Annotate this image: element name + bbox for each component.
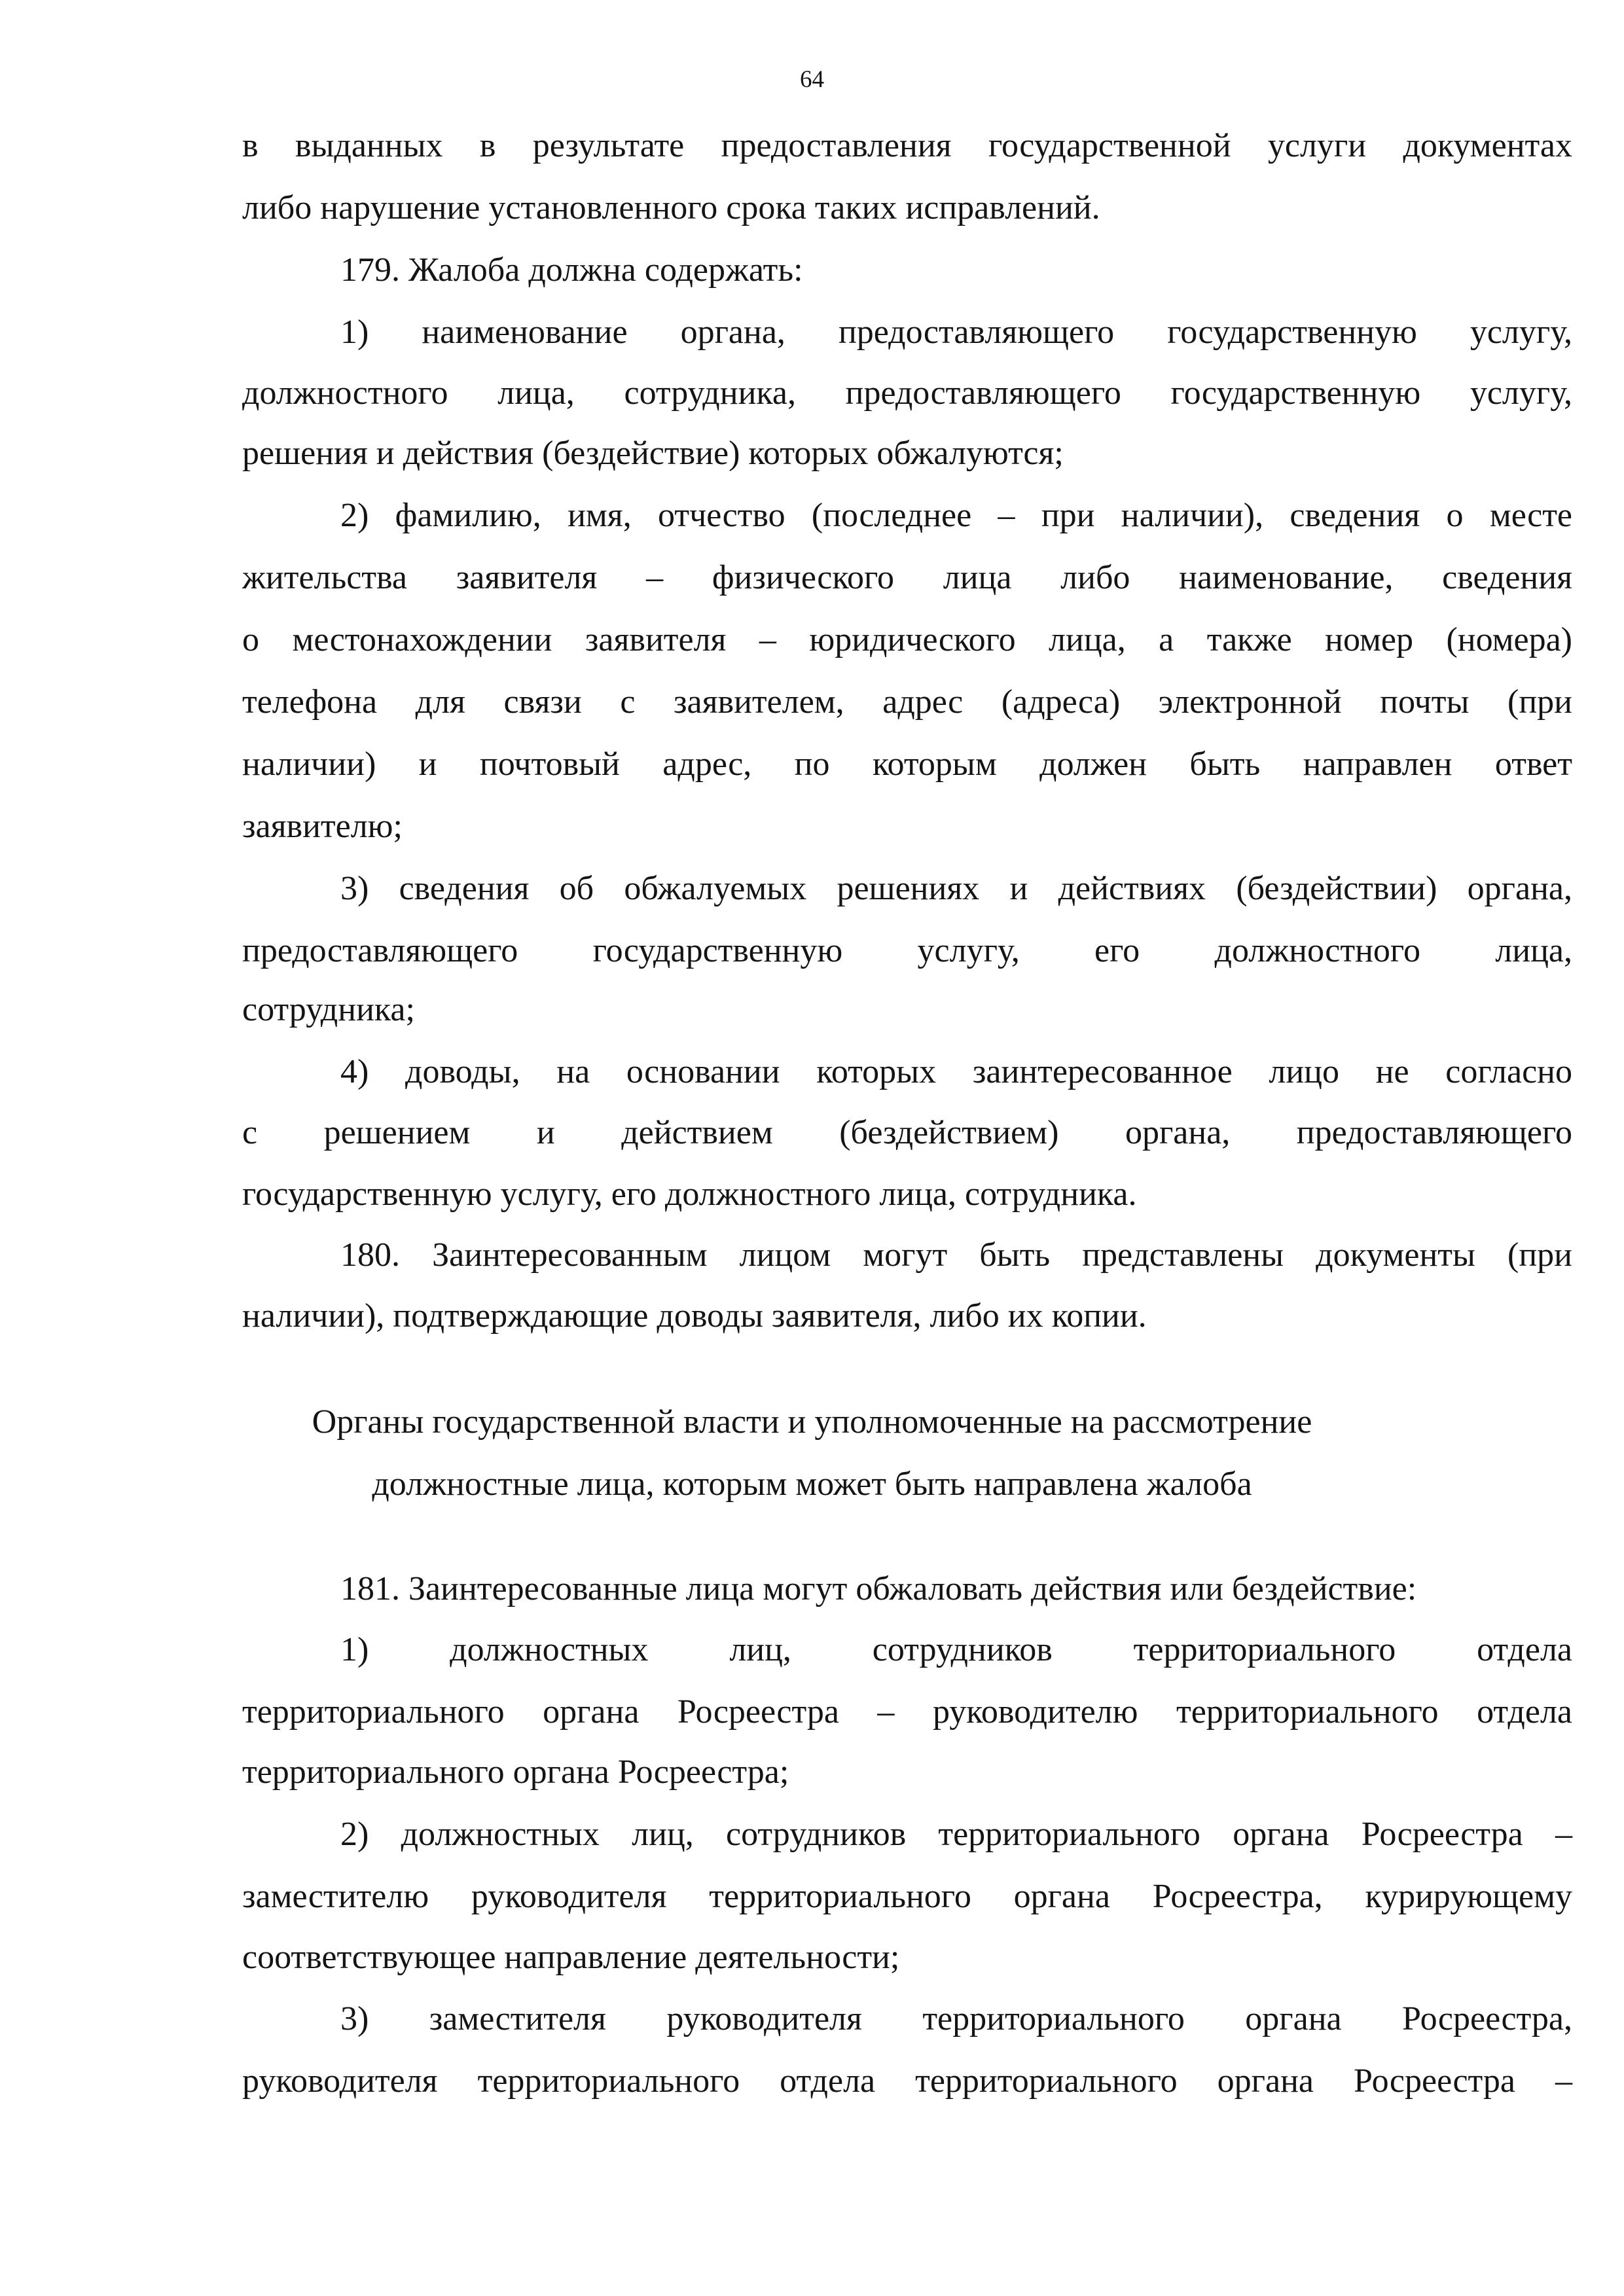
list-item-1: 1) наименование органа, предоставляющего государственную услугу,: [340, 314, 1572, 351]
text-line: либо нарушение установленного срока таких исправлений.: [242, 189, 1100, 226]
section-heading-line-1: Органы государственной власти и уполномоченные на рассмотрение: [312, 1403, 1312, 1441]
list-item-4: 4) доводы, на основании которых заинтересованное лицо не согласно: [340, 1053, 1572, 1090]
text-line: предоставляющего государственную услугу, его должностного лица,: [242, 932, 1572, 969]
section-heading-line-2: должностные лица, которым может быть направлена жалоба: [372, 1465, 1252, 1503]
text-line: наличии), подтверждающие доводы заявителя, либо их копии.: [242, 1297, 1147, 1335]
text-line: с решением и действием (бездействием) органа, предоставляющего: [242, 1114, 1572, 1151]
list-item-3: 3) сведения об обжалуемых решениях и действиях (бездействии) органа,: [340, 870, 1572, 907]
paragraph-180: 180. Заинтересованным лицом могут быть представлены документы (при: [340, 1236, 1572, 1274]
list-item-1: 1) должностных лиц, сотрудников территориального отдела: [340, 1631, 1572, 1668]
text-line: соответствующее направление деятельности;: [242, 1939, 900, 1976]
list-item-3: 3) заместителя руководителя территориального органа Росреестра,: [340, 2000, 1572, 2037]
text-line: должностного лица, сотрудника, предоставляющего государственную услугу,: [242, 374, 1572, 412]
text-line: наличии) и почтовый адрес, по которым должен быть направлен ответ: [242, 745, 1572, 783]
text-line: территориального органа Росреестра – руководителю территориального отдела: [242, 1693, 1572, 1731]
page-number: 64: [800, 66, 824, 93]
text-line: государственную услугу, его должностного лица, сотрудника.: [242, 1175, 1137, 1213]
text-line: территориального органа Росреестра;: [242, 1753, 789, 1791]
text-line: заявителю;: [242, 808, 403, 845]
list-item-2: 2) должностных лиц, сотрудников территориального органа Росреестра –: [340, 1816, 1572, 1853]
text-line: о местонахождении заявителя – юридического лица, а также номер (номера): [242, 621, 1572, 658]
text-line: решения и действия (бездействие) которых обжалуются;: [242, 435, 1064, 472]
text-line: руководителя территориального отдела территориального органа Росреестра –: [242, 2062, 1572, 2100]
paragraph-179: 179. Жалоба должна содержать:: [340, 251, 803, 289]
text-line: заместителю руководителя территориального органа Росреестра, курирующему: [242, 1878, 1572, 1915]
paragraph-181: 181. Заинтересованные лица могут обжаловать действия или бездействие:: [340, 1570, 1417, 1607]
list-item-2: 2) фамилию, имя, отчество (последнее – при наличии), сведения о месте: [340, 497, 1572, 534]
text-line: телефона для связи с заявителем, адрес (адреса) электронной почты (при: [242, 683, 1572, 721]
text-line: сотрудника;: [242, 991, 415, 1028]
text-line: в выданных в результате предоставления государственной услуги документах: [242, 127, 1572, 164]
text-line: жительства заявителя – физического лица либо наименование, сведения: [242, 559, 1572, 596]
